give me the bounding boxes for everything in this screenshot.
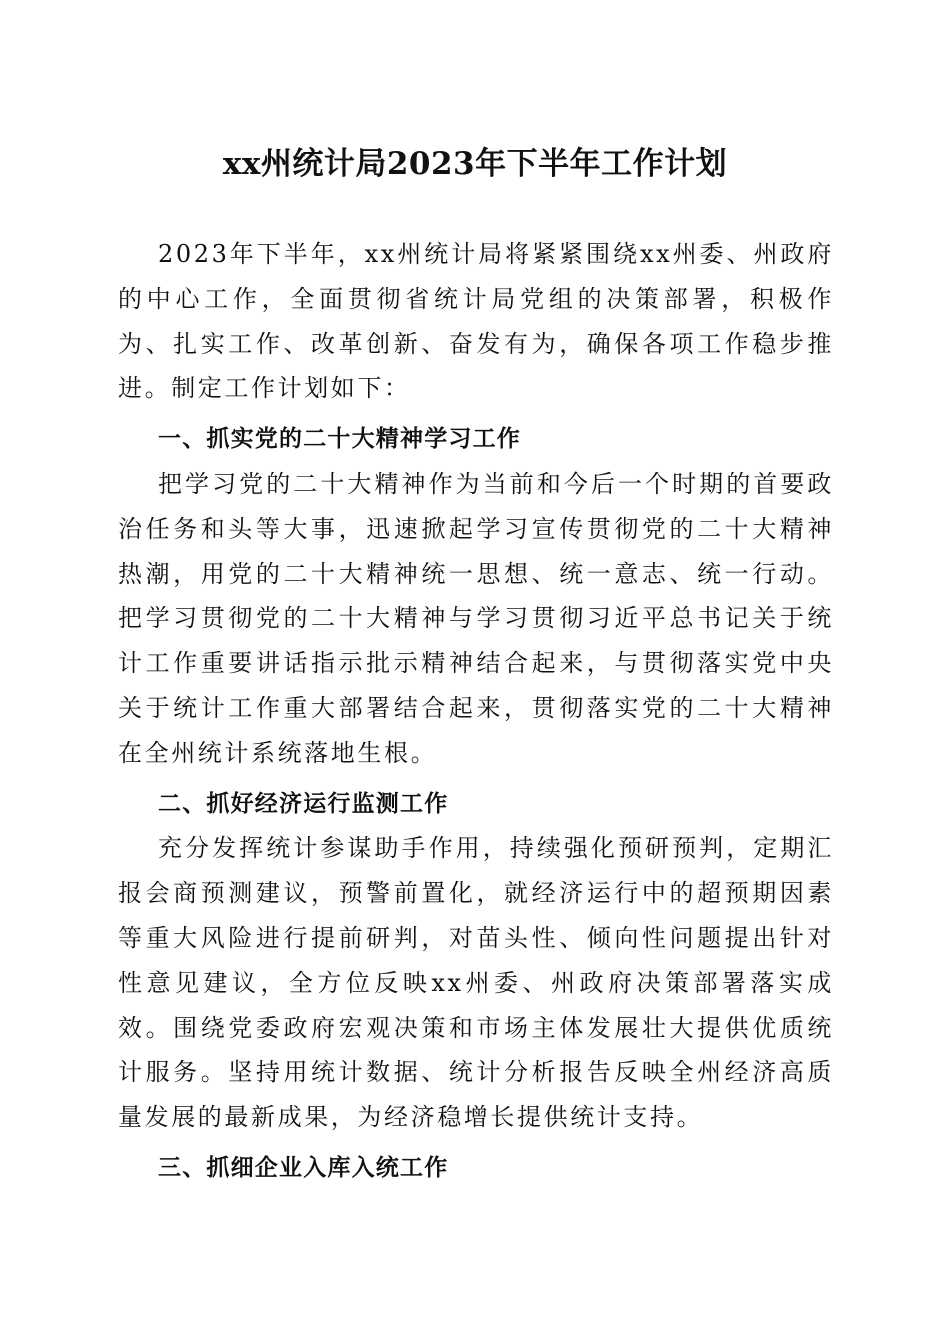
section-heading-2: 二、抓好经济运行监测工作 [158,790,449,817]
section-body-1: 把学习党的二十大精神作为当前和今后一个时期的首要政治任务和头等大事，迅速掀起学习宣传贯彻党的二十大精神热潮，用党的二十大精神统一思想、统一意志、统一行动。把学习贯彻党的二十大精神与学习贯彻习近平总书记关于统计工作重要讲话指示批示精神结合起来，与贯彻落实党中央关于统计工作重大部署结合起来，贯彻落实党的二十大精神在全州统计系统落地生根。 [118,469,834,767]
intro-paragraph: 2023年下半年，xx州统计局将紧紧围绕xx州委、州政府的中心工作，全面贯彻省统计局党组的决策部署，积极作为、扎实工作、改革创新、奋发有为，确保各项工作稳步推进。制定工作计划如下： [118,240,834,403]
section-body-2: 充分发挥统计参谋助手作用，持续强化预研预判，定期汇报会商预测建议，预警前置化，就经济运行中的超预期因素等重大风险进行提前研判，对苗头性、倾向性问题提出针对性意见建议，全方位反映xx州委、州政府决策部署落实成效。围绕党委政府宏观决策和市场主体发展壮大提供优质统计服务。坚持用统计数据、统计分析报告反映全州经济高质量发展的最新成果，为经济稳增长提供统计支持。 [118,834,834,1132]
document-body [118,232,834,1191]
section-heading-3: 三、抓细企业入库入统工作 [158,1154,449,1181]
section-heading-1: 一、抓实党的二十大精神学习工作 [158,426,521,453]
document-title: xx州统计局2023年下半年工作计划 [222,146,728,182]
